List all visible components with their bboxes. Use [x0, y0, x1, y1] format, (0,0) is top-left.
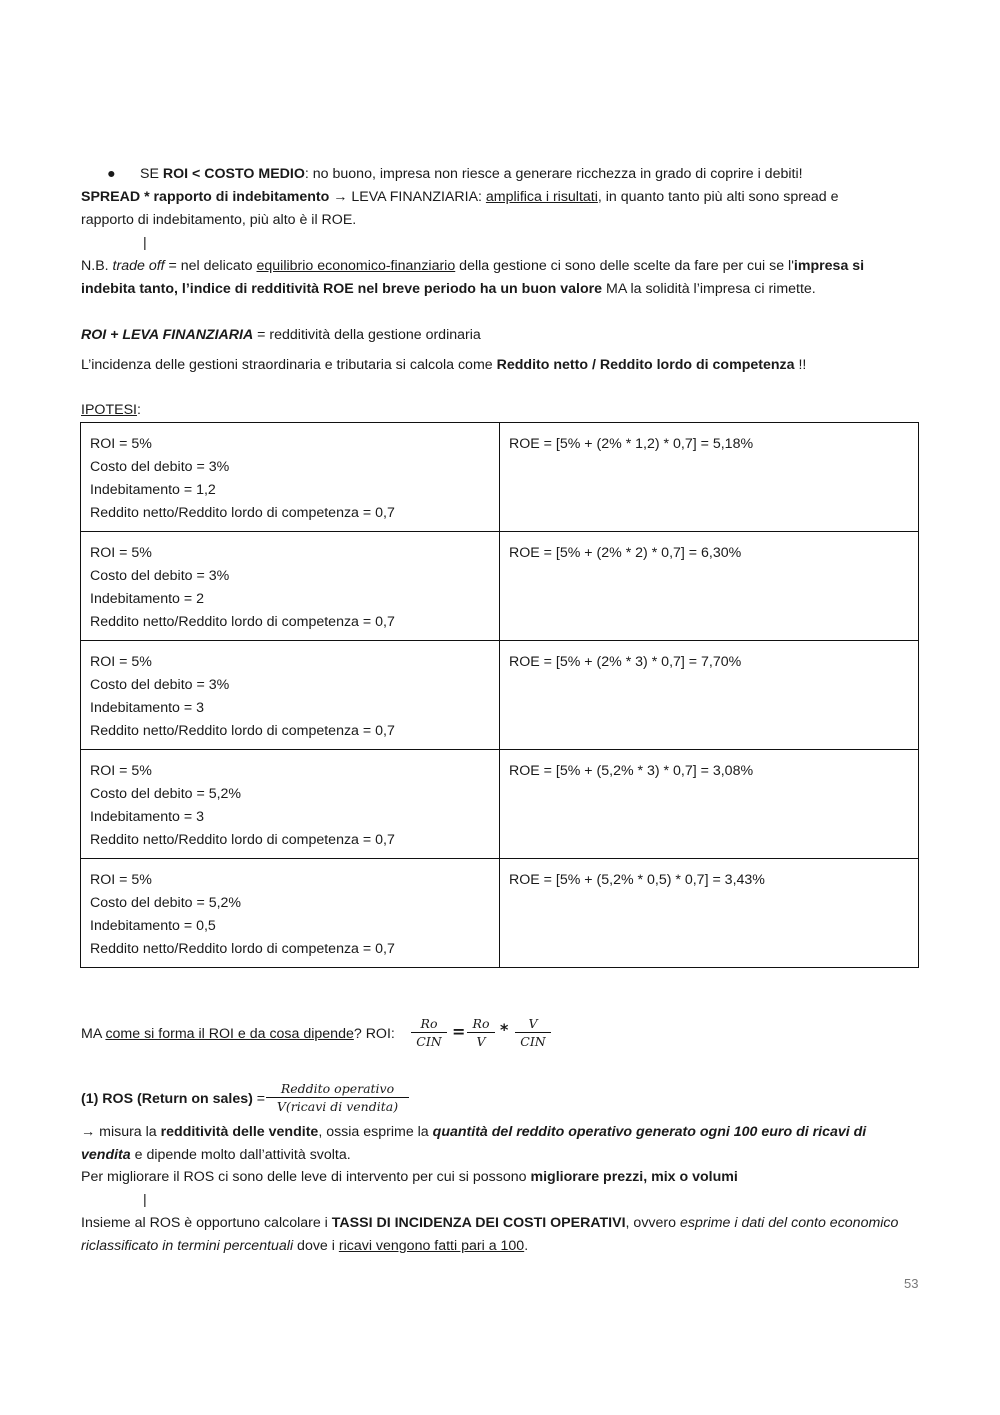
ipotesi-input-line: Costo del debito = 3% — [90, 568, 230, 584]
ipotesi-input-line: Reddito netto/Reddito lordo di competenza = 0,7 — [90, 614, 395, 630]
times-sign: * — [500, 1020, 509, 1039]
ipotesi-input-line: Reddito netto/Reddito lordo di competenza = 0,7 — [90, 723, 395, 739]
ros-desc-line-1: → misura la redditività delle vendite, ossia esprime la quantità del reddito operativo generato ogni 100 euro di ricavi di — [81, 1124, 867, 1140]
ipotesi-inputs-cell — [81, 423, 500, 532]
ipotesi-input-line: ROI = 5% — [90, 436, 152, 452]
roi-formula-question: MA come si forma il ROI e da cosa dipende? ROI: — [81, 1026, 395, 1042]
roe-result-cell — [500, 641, 919, 750]
roi-fraction-ro-cin: Ro CIN — [411, 1015, 447, 1051]
nb-line-1: N.B. trade off = nel delicato equilibrio economico-finanziario della gestione ci sono delle scelte da fare per cui se l'impresa si — [81, 258, 865, 274]
roi-fraction-ro-v: $\frac{Ro}{V}$ — [467, 1015, 495, 1051]
ipotesi-input-line: Reddito netto/Reddito lordo di competenza = 0,7 — [90, 832, 395, 848]
equals-sign: = — [452, 1022, 466, 1041]
ipotesi-table — [80, 422, 919, 968]
ipotesi-input-line: Indebitamento = 0,5 — [90, 918, 216, 934]
ipotesi-inputs-cell — [81, 750, 500, 859]
nb-line-2: indebita tanto, l’indice di redditività ROE nel breve periodo ha un buon valore MA la solidità l’impresa ci rimette. — [81, 281, 816, 297]
ipotesi-input-line: ROI = 5% — [90, 763, 152, 779]
ipotesi-input-line: ROI = 5% — [90, 654, 152, 670]
roe-result-cell — [500, 532, 919, 641]
roe-result: ROE = [5% + (2% * 2) * 0,7] = 6,30% — [509, 545, 742, 561]
ipotesi-row — [81, 423, 919, 532]
insieme-line-1: Insieme al ROS è opportuno calcolare i TASSI DI INCIDENZA DEI COSTI OPERATIVI, ovvero esprime i dati del conto economico — [81, 1215, 899, 1231]
ipotesi-input-line: Reddito netto/Reddito lordo di competenza = 0,7 — [90, 505, 395, 521]
spread-line-2: rapporto di indebitamento, più alto è il ROE. — [81, 212, 357, 228]
ipotesi-input-line: ROI = 5% — [90, 872, 152, 888]
roe-result-cell — [500, 859, 919, 968]
ros-desc-line-2: vendita e dipende molto dall’attività svolta. — [81, 1147, 351, 1163]
ipotesi-input-line: Indebitamento = 1,2 — [90, 482, 216, 498]
ipotesi-row — [81, 859, 919, 968]
roe-result-cell — [500, 423, 919, 532]
ipotesi-input-line: Indebitamento = 2 — [90, 591, 204, 607]
ipotesi-inputs-cell — [81, 859, 500, 968]
pipe-separator: | — [143, 235, 147, 251]
ipotesi-inputs-cell — [81, 641, 500, 750]
roi-fraction-v-cin: V CIN — [515, 1015, 551, 1051]
incidenza-line: L’incidenza delle gestioni straordinaria e tributaria si calcola come Reddito netto / Reddito lordo di competenza !! — [81, 357, 807, 373]
ipotesi-inputs-cell — [81, 532, 500, 641]
roe-result: ROE = [5% + (5,2% * 0,5) * 0,7] = 3,43% — [509, 872, 765, 888]
bullet-icon: ● — [107, 166, 116, 182]
ipotesi-row — [81, 641, 919, 750]
roe-result: ROE = [5% + (2% * 1,2) * 0,7] = 5,18% — [509, 436, 754, 452]
roi-leva-line: ROI + LEVA FINANZIARIA = redditività della gestione ordinaria — [81, 327, 481, 343]
ipotesi-label: IPOTESI: — [81, 402, 141, 418]
pipe-separator-2: | — [143, 1192, 147, 1208]
ipotesi-input-line: Costo del debito = 3% — [90, 677, 230, 693]
ipotesi-row — [81, 532, 919, 641]
ipotesi-input-line: Costo del debito = 5,2% — [90, 786, 242, 802]
ipotesi-row — [81, 750, 919, 859]
ipotesi-input-line: Indebitamento = 3 — [90, 809, 204, 825]
roe-result-cell — [500, 750, 919, 859]
roe-result: ROE = [5% + (2% * 3) * 0,7] = 7,70% — [509, 654, 742, 670]
roe-result: ROE = [5% + (5,2% * 3) * 0,7] = 3,08% — [509, 763, 754, 779]
ipotesi-input-line: Reddito netto/Reddito lordo di competenza = 0,7 — [90, 941, 395, 957]
ros-fraction: Reddito operativo V(ricavi di vendita) — [266, 1080, 409, 1116]
ipotesi-input-line: Costo del debito = 5,2% — [90, 895, 242, 911]
ipotesi-input-line: ROI = 5% — [90, 545, 152, 561]
bullet-roi-costo-medio: ● SE ROI < COSTO MEDIO: no buono, impresa non riesce a generare ricchezza in grado di coprire i debiti! — [107, 166, 803, 182]
ros-formula-label: (1) ROS (Return on sales) = — [81, 1091, 266, 1107]
migliorare-line: Per migliorare il ROS ci sono delle leve di intervento per cui si possono migliorare prezzi, mix o volumi — [81, 1169, 738, 1185]
spread-line-1: SPREAD * rapporto di indebitamento → LEVA FINANZIARIA: amplifica i risultati, in quanto tanto più alti sono spread e — [81, 189, 839, 205]
page-number: 53 — [904, 1276, 919, 1291]
ipotesi-input-line: Indebitamento = 3 — [90, 700, 204, 716]
ipotesi-input-line: Costo del debito = 3% — [90, 459, 230, 475]
insieme-line-2: riclassificato in termini percentuali dove i ricavi vengono fatti pari a 100. — [81, 1238, 529, 1254]
